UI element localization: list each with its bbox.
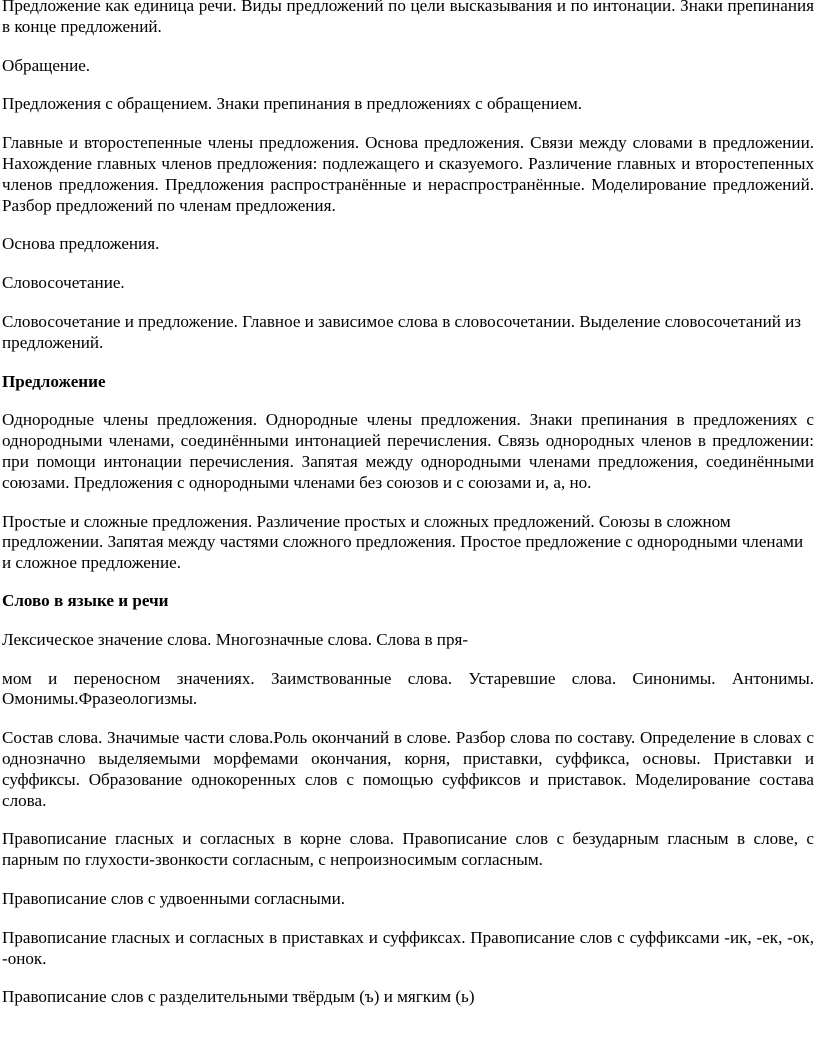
paragraph-sentences-with-address: Предложения с обращением. Знаки препинания в предложениях с обращением. [2, 94, 583, 114]
paragraph-homogeneous-members: Однородные члены предложения. Однородные члены предложения. Знаки препинания в предложениях с однородными членами, соединёнными интонацией перечисления. Связь однородных членов в предложении: при помощи интонации перечисления. Запятая между однородными членами предложения, соединёнными союзами. Предложения с однородными членами без союзов и с союзами и, а, но. [2, 410, 814, 492]
paragraph-prefix-suffix-spelling: Правописание гласных и согласных в приставках и суффиксах. Правописание слов с суффиксами -ик, -ек, -ок, -онок. [2, 927, 814, 968]
paragraph-word-composition: Состав слова. Значимые части слова.Роль окончаний в слове. Разбор слова по составу. Определение в словах с однозначно выделяемыми морфемами окончания, корня, приставки, суффикса, основы. Приставки и суффиксы. Образование однокоренных слов с помощью суффиксов и приставок. Моделирование состава слова. [2, 728, 814, 810]
heading-sentence: Предложение [2, 371, 106, 391]
paragraph-word-combination: Словосочетание. [2, 273, 125, 293]
paragraph-word-combination-and-sentence: Словосочетание и предложение. Главное и зависимое слова в словосочетании. Выделение словосочетаний из предложений. [2, 311, 802, 352]
paragraph-sentence-types: Предложение как единица речи. Виды предложений по цели высказывания и по интонации. Знаки препинания в конце предложений. [2, 0, 814, 36]
paragraph-sentence-base: Основа предложения. [2, 234, 160, 254]
heading-word-in-language: Слово в языке и речи [2, 590, 169, 610]
paragraph-root-spelling: Правописание гласных и согласных в корне слова. Правописание слов с безударным гласным в слове, с парным по глухости-звонкости согласным, с непроизносимым согласным. [2, 829, 814, 870]
paragraph-sentence-members: Главные и второстепенные члены предложения. Основа предложения. Связи между словами в предложении. Нахождение главных членов предложения: подлежащего и сказуемого. Различение главных и второстепенных членов предложения. Предложения распространённые и нераспространённые. Моделирование предложений. Разбор предложений по членам предложения. [2, 133, 814, 215]
paragraph-double-consonants: Правописание слов с удвоенными согласными. [2, 888, 346, 908]
paragraph-address: Обращение. [2, 55, 91, 75]
paragraph-lexical-meaning: Лексическое значение слова. Многозначные слова. Слова в пря- [2, 629, 469, 649]
paragraph-simple-complex-sentences: Простые и сложные предложения. Различение простых и сложных предложений. Союзы в сложном предложении. Запятая между частями сложного предложения. Простое предложение с однородными членами и сложное предложение. [2, 511, 804, 573]
document-body [2, 0, 814, 1008]
paragraph-direct-figurative-meaning: мом и переносном значениях. Заимствованные слова. Устаревшие слова. Синонимы. Антонимы. Омонимы.Фразеологизмы. [2, 668, 814, 709]
paragraph-separating-signs: Правописание слов с разделительными твёрдым (ъ) и мягким (ь) [2, 987, 475, 1007]
